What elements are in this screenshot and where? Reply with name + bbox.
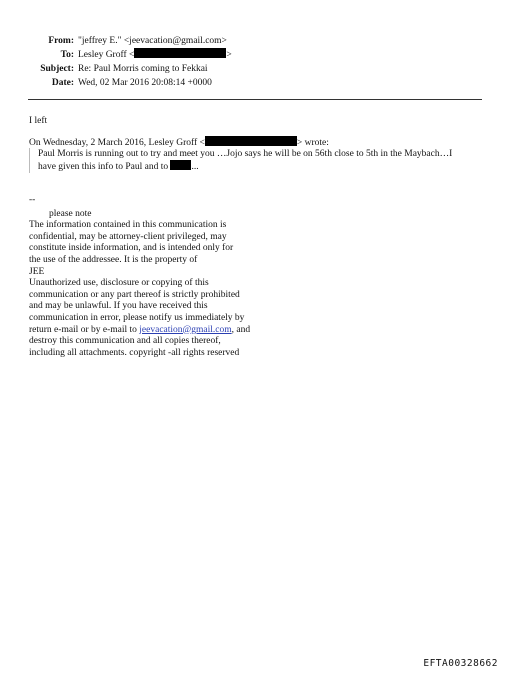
disclaimer-line: communication or any part thereof is strictly prohibited [29, 289, 240, 300]
disclaimer-line: The information contained in this communication is [29, 220, 227, 231]
document-id: EFTA00328662 [423, 658, 498, 669]
date-value: Wed, 02 Mar 2016 20:08:14 +0000 [78, 78, 212, 88]
to-value-prefix: Lesley Groff < [78, 50, 135, 60]
signature-note: please note [49, 208, 92, 219]
to-row [0, 48, 512, 62]
quote-line-2 [38, 160, 508, 173]
quoted-message [29, 148, 508, 173]
subject-label: Subject: [40, 64, 74, 74]
quote-intro-prefix: On Wednesday, 2 March 2016, Lesley Groff < [29, 138, 205, 148]
reply-text: I left [29, 116, 48, 126]
redaction-box [170, 160, 191, 170]
signature-disclaimer [29, 195, 329, 359]
disclaimer-line: JEE [29, 266, 45, 277]
date-label: Date: [51, 78, 74, 88]
to-value [78, 48, 232, 62]
from-row [0, 34, 512, 48]
to-value-suffix: > [226, 50, 232, 60]
disclaimer-line: communication in error, please notify us immediately by [29, 312, 245, 323]
disclaimer-line: confidential, may be attorney-client privileged, may [29, 231, 227, 242]
header-divider [28, 99, 482, 100]
disclaimer-line: and may be unlawful. If you have received this [29, 301, 208, 312]
redaction-box [205, 136, 297, 146]
quote-intro-suffix: > wrote: [296, 138, 329, 148]
email-link[interactable]: jeevacation@gmail.com [139, 324, 232, 335]
subject-value: Re: Paul Morris coming to Fekkai [78, 64, 208, 74]
email-header [0, 34, 512, 90]
disclaimer-line: including all attachments. copyright -all rights reserved [29, 347, 240, 358]
date-row [0, 76, 512, 90]
from-value: "jeffrey E." <jeevacation@gmail.com> [78, 36, 227, 46]
quote-line-1: Paul Morris is running out to try and meet you …Jojo says he will be on 56th close to 5th in the Maybach…I [38, 149, 453, 159]
disclaimer-line: constitute inside information, and is intended only for [29, 243, 234, 254]
subject-row [0, 62, 512, 76]
signature-dash: -- [29, 195, 36, 205]
from-label: From: [48, 36, 74, 46]
redaction-box [134, 48, 226, 58]
disclaimer-line: destroy this communication and all copies thereof, [29, 336, 221, 347]
to-label: To: [60, 50, 74, 60]
disclaimer-line: the use of the addressee. It is the property of [29, 254, 198, 265]
disclaimer-email-suffix: , and [231, 324, 251, 335]
disclaimer-line: Unauthorized use, disclosure or copying of this [29, 278, 209, 289]
reply-body [29, 115, 499, 127]
disclaimer-line-email [29, 325, 329, 337]
quote-line-2-prefix: have given this info to Paul and to [38, 162, 169, 172]
disclaimer-email-prefix: return e-mail or by e-mail to [29, 324, 140, 335]
quote-line-2-suffix: ... [191, 162, 199, 172]
